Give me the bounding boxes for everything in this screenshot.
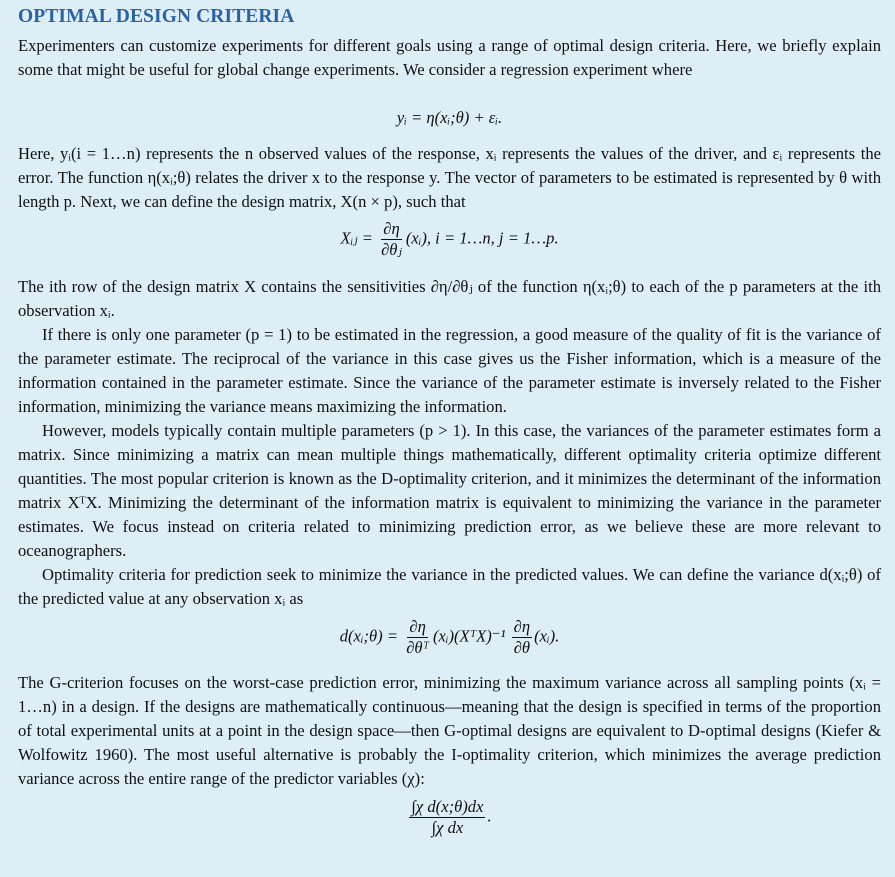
eq2-rhs: (xᵢ), i = 1…n, j = 1…p.	[405, 228, 559, 248]
paragraph-sensitivities: The ith row of the design matrix X contains the sensitivities ∂η/∂θⱼ of the function η(xᵢ;θ) to each of the p parameters at the ith observation xᵢ.	[18, 277, 881, 320]
eq2-fraction	[379, 219, 404, 260]
section-heading: OPTIMAL DESIGN CRITERIA	[18, 6, 295, 27]
eq3-fraction-1	[404, 617, 431, 658]
equation-prediction-variance	[18, 617, 881, 667]
eq3-numerator-2: ∂η	[513, 617, 531, 636]
paragraph-definitions: Here, yᵢ(i = 1…n) represents the n observed values of the response, xᵢ represents the values of the driver, and εᵢ represents the error. The function η(xᵢ;θ) relates the driver x to the response y. The vector of parameters to be estimated is represented by θ with length p. Next, we can define the design matrix, X(n × p), such that	[18, 144, 881, 211]
eq4-period: .	[487, 806, 492, 826]
paragraph-fisher-information: If there is only one parameter (p = 1) to be estimated in the regression, a good measure of the quality of fit is the variance of the parameter estimate. The reciprocal of the variance in this case gives us the Fisher information, which is a measure of the information contained in the parameter estimate. Since the variance of the parameter estimate is inversely related to the Fisher information, minimizing the variance means maximizing the information.	[18, 325, 881, 416]
eq3-numerator-1: ∂η	[409, 617, 426, 636]
eq3-middle: (xᵢ)(XᵀX)⁻¹	[432, 626, 506, 646]
paragraph-g-criterion: The G-criterion focuses on the worst-case prediction error, minimizing the maximum variance across all sampling points (xᵢ = 1…n) in a design. If the designs are mathematically continuous—meaning that the design is specified in terms of the proportion of total experimental units at a point in the design space—then G-optimal designs are equivalent to D-optimal designs (Kiefer & Wolfowitz 1960). The most useful alternative is probably the I-optimality criterion, which minimizes the average prediction variance across the entire range of the predictor variables (χ):	[18, 673, 881, 788]
eq4-denominator: ∫χ dx	[431, 818, 464, 837]
equation-design-matrix	[18, 219, 881, 273]
eq3-rhs: (xᵢ).	[534, 626, 560, 646]
eq2-numerator: ∂η	[383, 219, 400, 238]
paragraph-prediction-variance: Optimality criteria for prediction seek to minimize the variance in the predicted values. We can define the variance d(xᵢ;θ) of the predicted value at any observation xᵢ as	[18, 565, 881, 608]
eq3-denominator-1: ∂θᵀ	[406, 638, 429, 657]
equation-regression: yᵢ = η(xᵢ;θ) + εᵢ.	[396, 108, 503, 127]
paragraph-intro: Experimenters can customize experiments for different goals using a range of optimal design criteria. Here, we briefly explain some that might be useful for global change experiments. We consider a regression experiment where	[18, 36, 881, 79]
equation-i-optimality	[18, 797, 881, 851]
eq3-lhs: d(xᵢ;θ) =	[339, 626, 399, 646]
eq3-denominator-2: ∂θ	[513, 638, 531, 657]
eq2-denominator: ∂θⱼ	[381, 240, 402, 259]
eq4-fraction	[409, 797, 485, 838]
eq2-lhs: Xᵢⱼ =	[340, 228, 373, 248]
paragraph-d-optimality: However, models typically contain multiple parameters (p > 1). In this case, the variances of the parameter estimates form a matrix. Since minimizing a matrix can mean multiple things mathematically, different optimality criteria optimize different quantities. The most popular criterion is known as the D-optimality criterion, and it minimizes the determinant of the information matrix XᵀX. Minimizing the determinant of the information matrix is equivalent to minimizing the variance in the parameter estimates. We focus instead on criteria related to minimizing prediction error, as we believe these are more relevant to oceanographers.	[18, 421, 881, 560]
eq3-fraction-2	[512, 617, 532, 658]
eq4-numerator: ∫χ d(x;θ)dx	[411, 797, 484, 816]
